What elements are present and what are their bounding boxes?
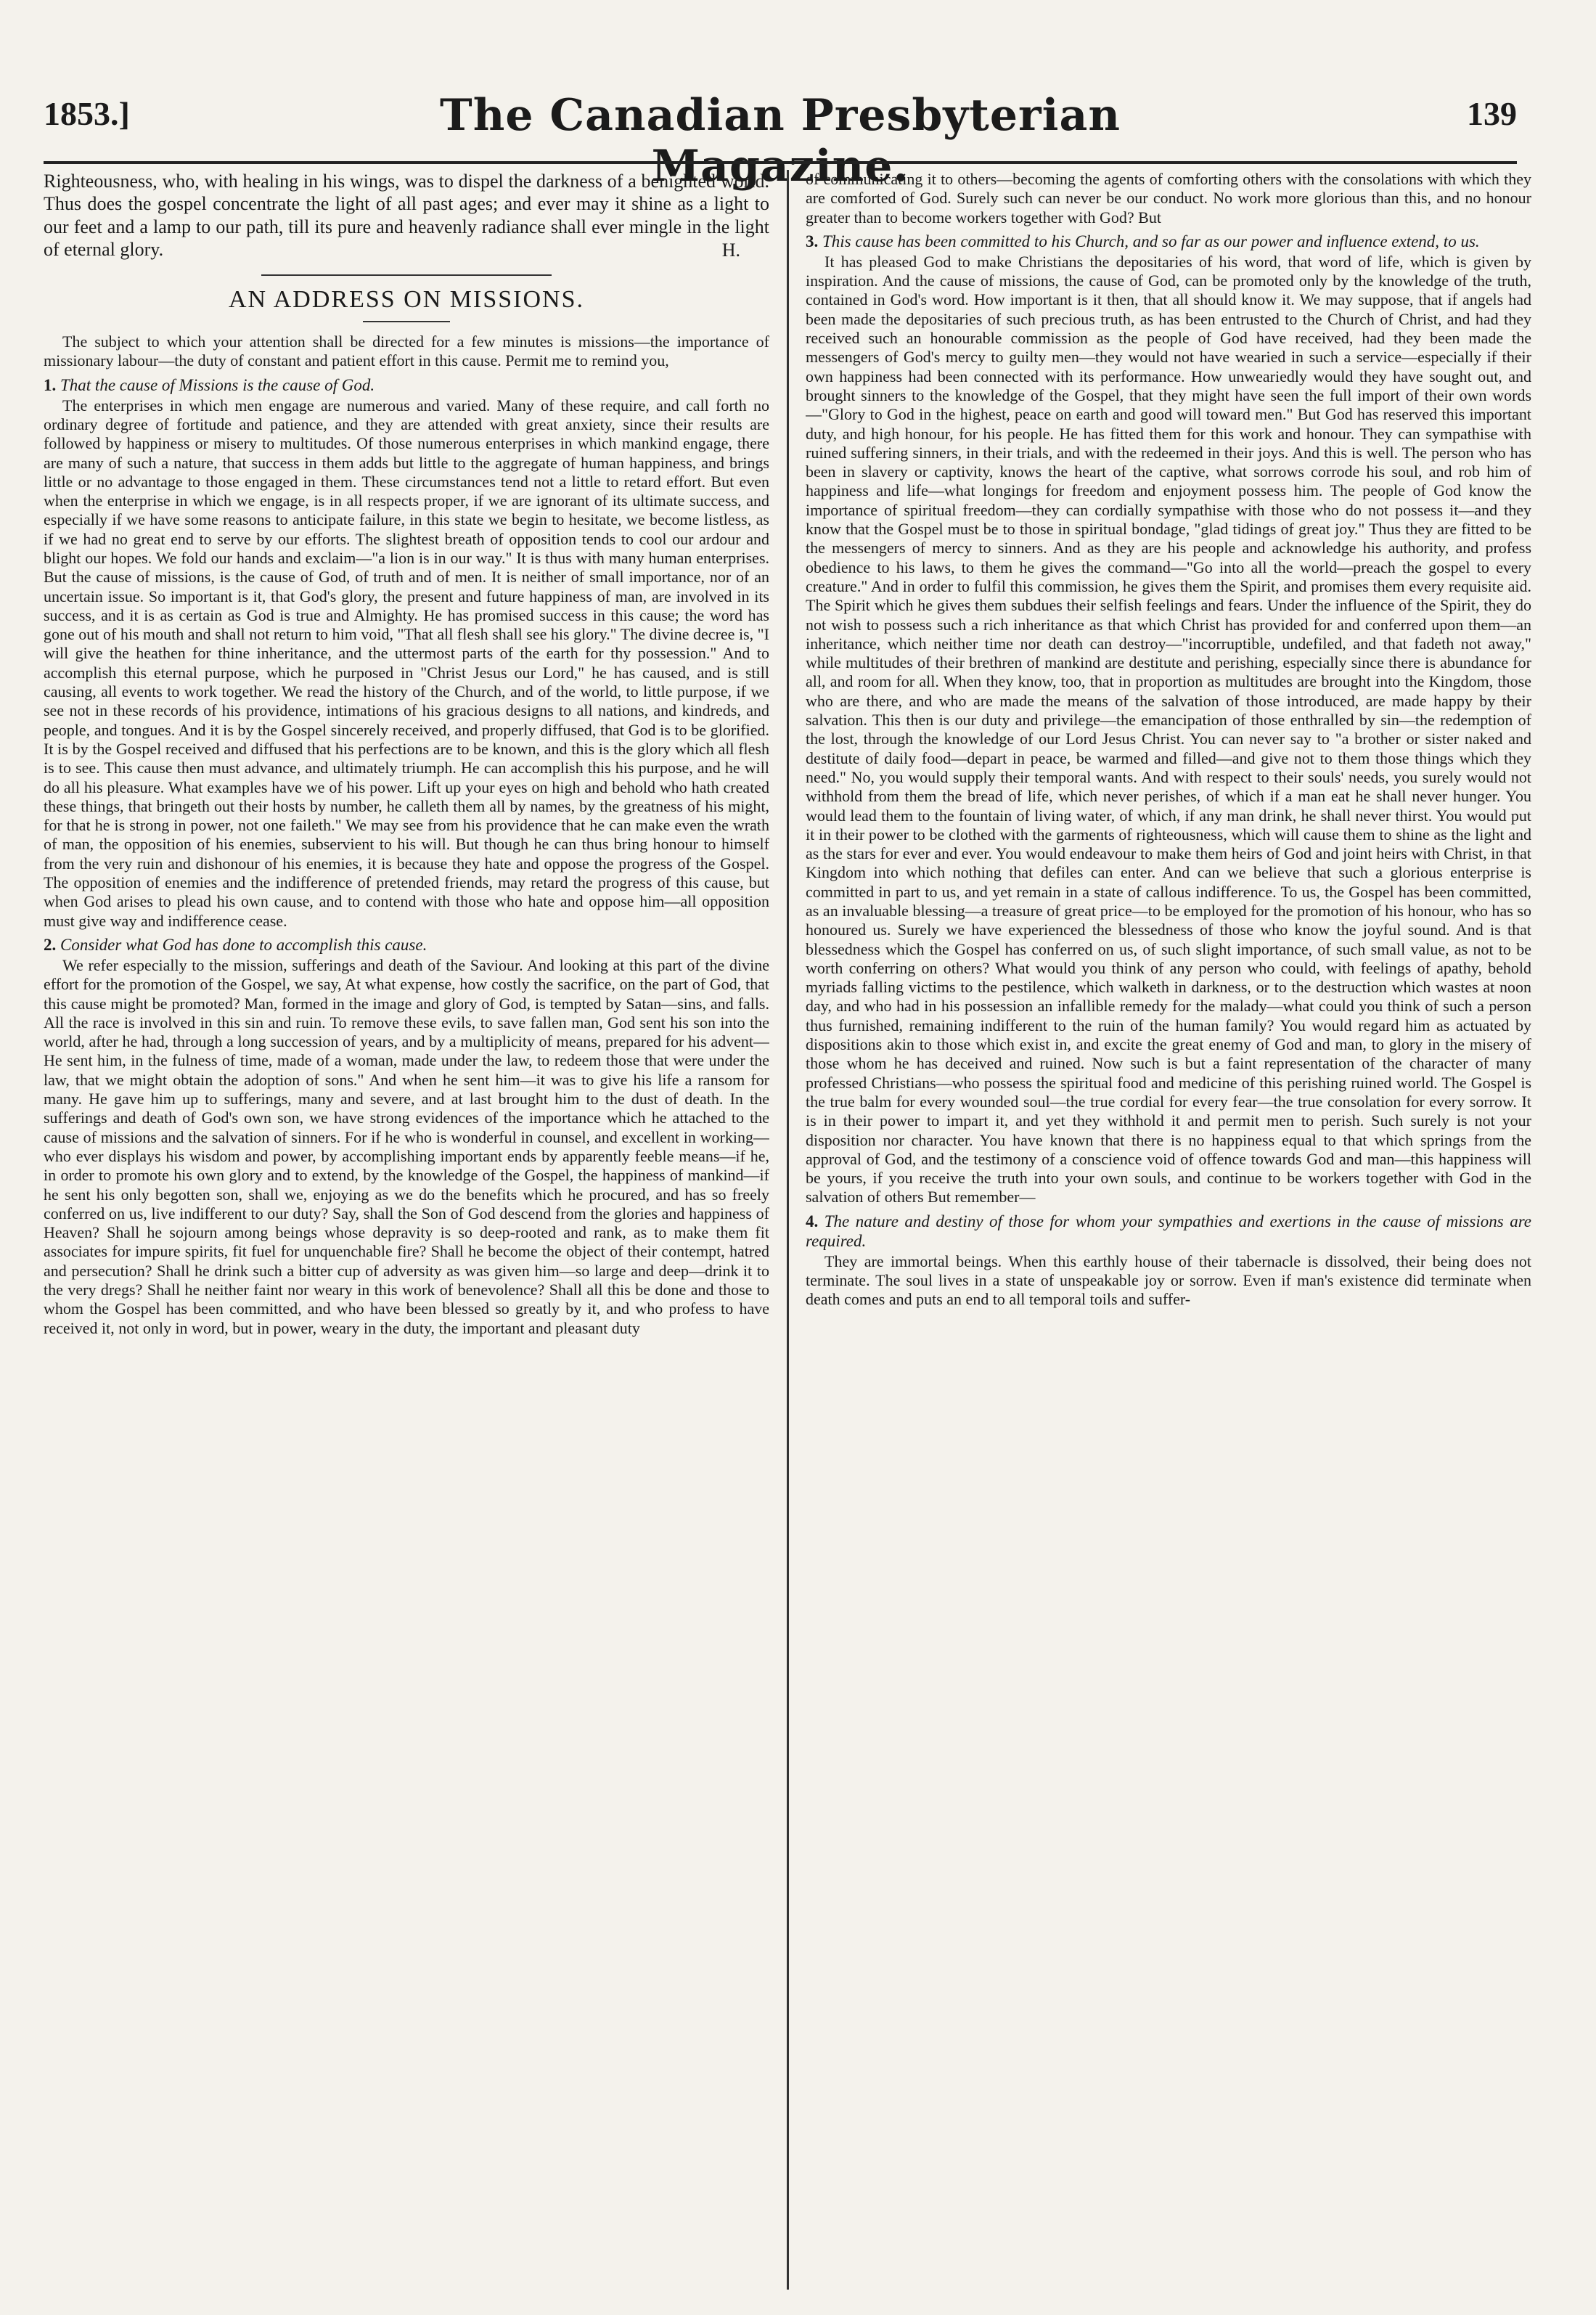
title-rule-top [261,274,552,276]
opening-paragraph: The subject to which your attention shall be directed for a few minutes is missions—the importance of missionary labour—the duty of constant and patient effort in this cause. Permit me to remind you, [44,332,769,370]
point-1-title: That the cause of Missions is the cause of God. [60,375,375,394]
intro-paragraph: Righteousness, who, with healing in his wings, was to dispel the darkness of a benighted world. Thus does the gospel concentrate the light of all past ages; and ever may it shine as a light to our feet and a lamp to our path, till its pure and heavenly radiance shall ever mingle in the light of eternal glory. [44,171,769,261]
column-divider [787,170,789,2290]
author-signature: H. [721,239,740,261]
point-3-body: It has pleased God to make Christians the depositaries of his word, that word of life, which is given by inspiration. And the cause of missions, the cause of God, can be promoted only by the knowledge of the truth, contained in God's word. How important is it then, that all should know it. We may suppose, that if angels had been made the depositaries of such precious truth, as has been entrusted to the Church of Christ, and had they received such an honourable commission as the people of God have received, had they been made the messengers of God's mercy to guilty men—they would not have wearied in such a service—especially if their own happiness had been connected with its performance. How unweariedly would they have sought out, and brought sinners to the knowledge of the Gospel, that they might have seen the full import of their own words—"Glory to God in the highest, peace on earth and good will toward men." But God has reserved this important duty, and high honour, for his people. He has fitted them for this work and honour. They can sympathise with ruined suffering sinners, in their trials, and with the redeemed in their joys. And this is well. The person who has been in slavery or captivity, knows the heart of the captive, what sorrows corrode his soul, and rob him of happiness and life—what longings for freedom and enjoyment possess him. The people of God know the importance of spiritual freedom—they can cordially sympathise with those who do not possess it—and they know that the Gospel must be to those in spiritual bondage, "glad tidings of great joy." Thus they are fitted to be the messengers of mercy to sinners. And as they are his people and acknowledge his authority, and profess obedience to his laws, to them he gives the command—"Go into all the world—preach the gospel to every creature." And in order to fulfil this commission, he gives them the Spirit, and promises them every requisite aid. The Spirit which he gives them subdues their selfish feelings and fears. Under the influence of the Spirit, they do not wish to possess such a rich inheritance as that which Christ has provided for and conferred upon them—an inheritance, which neither time nor death can destroy—"incorruptible, undefiled, and that fadeth not away," while multitudes of their brethren of mankind are destitute and perishing, especially since there is abundance for all, and room for all. When they know, too, that in proportion as multitudes are brought into the Kingdom, those who are there, and who are made the means of the salvation of those introduced, are made happy by their salvation. This then is our duty and privilege—the emancipation of those enthralled by sin—the redemption of the lost, through the knowledge of our Lord Jesus Christ. You can never say to "a brother or sister naked and destitute of daily food—depart in peace, be warmed and filled—and give not to them those things which they need." No, you would supply their temporal wants. And with respect to their souls' needs, you surely would not withhold from them the bread of life, which never perishes, of which if a man eat he shall never hunger. You would lead them to the fountain of living water, of which, if any man drink, he shall never thirst. You would put it in their power to be clothed with the garments of righteousness, which will cause them to shine as the light and as the stars for ever and ever. You would endeavour to make them heirs of God and joint heirs with Christ, in that Kingdom into which nothing that defiles can enter. And can we believe that such a glorious enterprise is committed in part to us, and yet remain in a state of callous indifference. To us, the Gospel has been committed, as an invaluable blessing—a treasure of great price—to be employed for the promotion of his honour, who has so honoured us. Surely we have experienced the blessedness of those who know the joyful sound. And is that blessedness which the Gospel has conferred on us, of such slight importance, of such small value, as not to be worth conferring on others? What would you think of any person who could, with feelings of apathy, behold myriads falling victims to the pestilence, which walketh in darkness, or to the destruction which wastes at noon day, and who had in his possession an infallible remedy for the malady—what could you think of such a person thus furnished, remaining indifferent to the ruin of the human family? You would regard him as actuated by dispositions akin to those which exist in, and excite the great enemy of God and man, to glory in the misery of those whom he has deceived and ruined. Now such is but a faint representation of the character of many professed Christians—who possess the spiritual food and medicine of this perishing ruined world. The Gospel is the true balm for every wounded soul—the true cordial for every fear—the true consolation for every sorrow. It is in their power to impart it, and yet they withhold it and permit men to perish. Such surely is not your disposition nor character. You have known that there is no happiness equal to that which springs from the approval of God, and the testimony of a conscience void of offence towards God and man—this happiness will be yours, if you receive the truth into your own souls, and continue to be workers together with God in the salvation of others But remember— [806,252,1531,1207]
magazine-title: The Canadian Presbyterian Magazine. [440,90,1121,192]
title-rule-bottom [363,321,450,322]
point-4-body: They are immortal beings. When this earthly house of their tabernacle is dissolved, their being does not terminate. The soul lives in a state of unspeakable joy or sorrow. Even if man's existence did terminate when death comes and puts an end to all temporal toils and suffer- [806,1252,1531,1309]
point-3-title: This cause has been committed to his Church, and so far as our power and influence extend, to us. [822,232,1480,250]
continuation-paragraph: of communicating it to others—becoming the agents of comforting others with the consolations with which they are comforted of God. Surely such can never be our conduct. No work more glorious than this, and no honour greater than to become workers together with God? But [806,170,1531,226]
page-header [44,90,1517,192]
point-4-number: 4. [806,1212,819,1230]
point-4-title: The nature and destiny of those for whom your sympathies and exertions in the cause of missions are required. [806,1212,1531,1250]
point-1-body: The enterprises in which men engage are numerous and varied. Many of these require, and call forth no ordinary degree of fortitude and patience, and they are attended with great anxiety, since their results are followed by happiness or misery to multitudes. Of those numerous enterprises in which mankind engage, there are many of such a nature, that success in them adds but little to the aggregate of human happiness, and brings little or no advantage to those engaged in them. These circumstances tend not a little to retard effort. But even when the enterprise in which we engage, is in all respects proper, if we are ignorant of its ultimate success, and especially if we have some reasons to anticipate failure, in this state we begin to hesitate, we become listless, as if we had no great end to serve by our efforts. The slightest breath of opposition tends to cool our ardour and blight our hopes. We fold our hands and exclaim—"a lion is in our way." It is thus with many human enterprises. But the cause of missions, is the cause of God, of truth and of men. It is neither of small importance, nor of an uncertain issue. So important is it, that God's glory, the present and future happiness of man, are involved in its success, and it is as certain as God is true and Almighty. He has promised success in this cause; the word has gone out of his mouth and shall not return to him void, "That all flesh shall see his glory." The divine decree is, "I will give the heathen for thine inheritance, and the uttermost parts of the earth for thy possession." And to accomplish this eternal purpose, which he purposed in "Christ Jesus our Lord," he has caused, and is still causing, all events to work together. We read the history of the Church, and of the world, to little purpose, if we see not in these records of his providence, intimations of his gracious designs to all nations, and kindreds, and people, and tongues. And it is by the Gospel sincerely received, and properly diffused, that God is to be glorified. It is by the Gospel received and diffused that his perfections are to be known, and this is the glory which all flesh is to see. This cause then must advance, and ultimately triumph. He can accomplish this his purpose, and he will do all his pleasure. What examples have we of his power. Lift up your eyes on high and behold who hath created these things, that bringeth out their hosts by number, he calleth them all by names, by the greatness of his might, for that he is strong in power, not one faileth." We may see from his providence that he can make even the wrath of man, the opposition of his enemies, subservient to his will. But though he can thus bring honour to himself from the very ruin and dishonour of his enemies, it is because they hate and oppose the progress of the Gospel. The opposition of enemies and the indifference of pretended friends, may retard the progress of this cause, but when God arises to plead his own cause, and to contend with those who hate and oppose him—all opposition must give way and indifference cease. [44,396,769,930]
point-4-heading [806,1212,1531,1251]
point-3-heading [806,232,1531,251]
point-3-number: 3. [806,232,819,250]
page-number: 139 [1467,95,1517,132]
left-column [44,170,769,2297]
right-column [806,170,1531,2297]
point-2-title: Consider what God has done to accomplish this cause. [60,935,427,954]
point-2-body: We refer especially to the mission, sufferings and death of the Saviour. And looking at this part of the divine effort for the promotion of the Gospel, we say, At what expense, how costly the sacrifice, on the part of God, that this cause might be promoted? Man, formed in the image and glory of God, is tempted by Satan—sins, and falls. All the race is involved in this sin and ruin. To remove these evils, to save fallen man, God sent his son into the world, after he had, through a long succession of years, and by a multiplicity of means, prepared for his advent—He sent him, in the fulness of time, made of a woman, made under the law, to redeem those that were under the law, that we might obtain the adoption of sons." And when he sent him—it was to give his life a ransom for many. He gave him up to sufferings, many and severe, and at last brought him to the dust of death. In the sufferings and death of God's own son, we have strong evidences of the importance which he attached to the cause of missions and the salvation of sinners. For if he who is wonderful in counsel, and excellent in working—who ever displays his wisdom and power, by accomplishing important ends by apparently feeble means—if he, in order to promote his own glory and to extend, by the knowledge of the Gospel, the happiness of mankind—if he sent his only begotten son, shall we, enjoying as we do the benefits which he procured, and has so freely conferred on us, live indifferent to our duty? Say, shall the Son of God descend from the glories and happiness of Heaven? Shall he sojourn among beings whose depravity is so deep-rooted and rank, as to make them fit associates for impure spirits, fit fuel for unquenchable fire? Shall he become the object of their contempt, hatred and persecution? Shall he drink such a bitter cup of adversity as was given him—so large and deep—drink it to the very dregs? Shall he neither faint nor weary in this work of benevolence? Shall all this be done and those to whom the Gospel has been committed, and who have been blessed so greatly by it, and who profess to have received it, not only in word, but in power, weary in the duty, the important and pleasant duty [44,955,769,1337]
header-rule [44,161,1517,164]
point-2-number: 2. [44,935,57,954]
point-1-number: 1. [44,375,57,394]
point-1-heading [44,375,769,395]
point-2-heading [44,935,769,955]
header-year: 1853.] [44,95,130,132]
article-title: AN ADDRESS ON MISSIONS. [229,286,584,314]
